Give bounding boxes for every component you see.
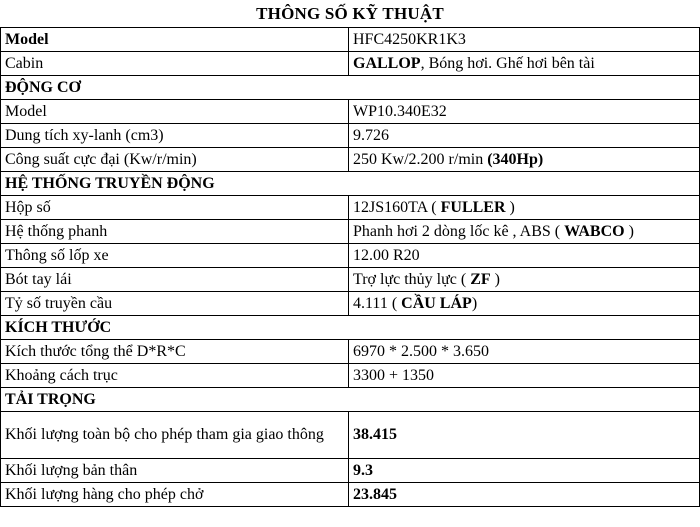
- table-row-max-power: [1, 148, 700, 172]
- section-header-load: [1, 388, 700, 412]
- row-value: HFC4250KR1K3: [349, 28, 700, 52]
- row-value: 9.3: [349, 459, 700, 483]
- table-row-tire: [1, 244, 700, 268]
- row-label: Kích thước tổng thể D*R*C: [1, 340, 349, 364]
- table-row-cabin: [1, 52, 700, 76]
- row-label: Tỷ số truyền cầu: [1, 292, 349, 316]
- row-label: Hộp số: [1, 196, 349, 220]
- page-title: THÔNG SỐ KỸ THUẬT: [256, 4, 444, 23]
- value-bold: ZF: [470, 270, 491, 288]
- row-label: Bót tay lái: [1, 268, 349, 292]
- table-row-gross-weight: [1, 412, 700, 459]
- value-bold: GALLOP: [353, 54, 421, 72]
- table-row-model: [1, 28, 700, 52]
- section-header-transmission: [1, 172, 700, 196]
- section-header-dimension: [1, 316, 700, 340]
- row-label: Thông số lốp xe: [1, 244, 349, 268]
- value-bold: FULLER: [440, 198, 506, 216]
- value-text: Phanh hơi 2 dòng lốc kê , ABS (: [353, 222, 565, 240]
- table-row-steering: [1, 268, 700, 292]
- value-text-end: ): [505, 198, 515, 216]
- table-row-gearbox: [1, 196, 700, 220]
- value-bold: (340Hp): [487, 150, 544, 168]
- value-text-end: ): [624, 222, 634, 240]
- row-value: WP10.340E32: [349, 100, 700, 124]
- section-header-engine: [1, 76, 700, 100]
- row-label: Khối lượng hàng cho phép chở: [1, 483, 349, 507]
- section-title: KÍCH THƯỚC: [1, 316, 700, 340]
- row-value: [349, 52, 700, 76]
- row-value: 38.415: [349, 412, 700, 459]
- value-text-end: ): [471, 294, 478, 312]
- row-label: Khối lượng bản thân: [1, 459, 349, 483]
- row-value: 23.845: [349, 483, 700, 507]
- row-label: Model: [1, 28, 349, 52]
- table-row-brake: [1, 220, 700, 244]
- value-text: 4.111 (: [353, 294, 402, 312]
- row-label: Khối lượng toàn bộ cho phép tham gia giao thông: [1, 412, 349, 459]
- row-value: [349, 196, 700, 220]
- section-title: TẢI TRỌNG: [1, 388, 700, 412]
- table-row-wheelbase: [1, 364, 700, 388]
- section-title: HỆ THỐNG TRUYỀN ĐỘNG: [1, 172, 700, 196]
- row-label: Công suất cực đại (Kw/r/min): [1, 148, 349, 172]
- table-row-overall-size: [1, 340, 700, 364]
- value-text-end: ): [490, 270, 500, 288]
- value-text: Trợ lực thủy lực (: [353, 270, 471, 288]
- row-label: Khoảng cách trục: [1, 364, 349, 388]
- value-text: , Bóng hơi. Ghế hơi bên tài: [420, 54, 595, 72]
- row-value: 9.726: [349, 124, 700, 148]
- row-value: 6970 * 2.500 * 3.650: [349, 340, 700, 364]
- row-value: [349, 148, 700, 172]
- value-text: 250 Kw/2.200 r/min: [353, 150, 488, 168]
- row-label: Dung tích xy-lanh (cm3): [1, 124, 349, 148]
- value-bold: CẦU LÁP: [401, 294, 472, 312]
- table-row-axle-ratio: [1, 292, 700, 316]
- table-row-curb-weight: [1, 459, 700, 483]
- row-label: Cabin: [1, 52, 349, 76]
- row-value: [349, 268, 700, 292]
- row-value: 3300 + 1350: [349, 364, 700, 388]
- table-row-engine-model: [1, 100, 700, 124]
- row-label: Model: [1, 100, 349, 124]
- value-bold: WABCO: [564, 222, 625, 240]
- table-row-displacement: [1, 124, 700, 148]
- row-value: 12.00 R20: [349, 244, 700, 268]
- spec-table: [0, 27, 700, 507]
- value-text: 12JS160TA (: [353, 198, 441, 216]
- row-label: Hệ thống phanh: [1, 220, 349, 244]
- row-value: [349, 292, 700, 316]
- row-value: [349, 220, 700, 244]
- section-title: ĐỘNG CƠ: [1, 76, 700, 100]
- table-row-payload: [1, 483, 700, 507]
